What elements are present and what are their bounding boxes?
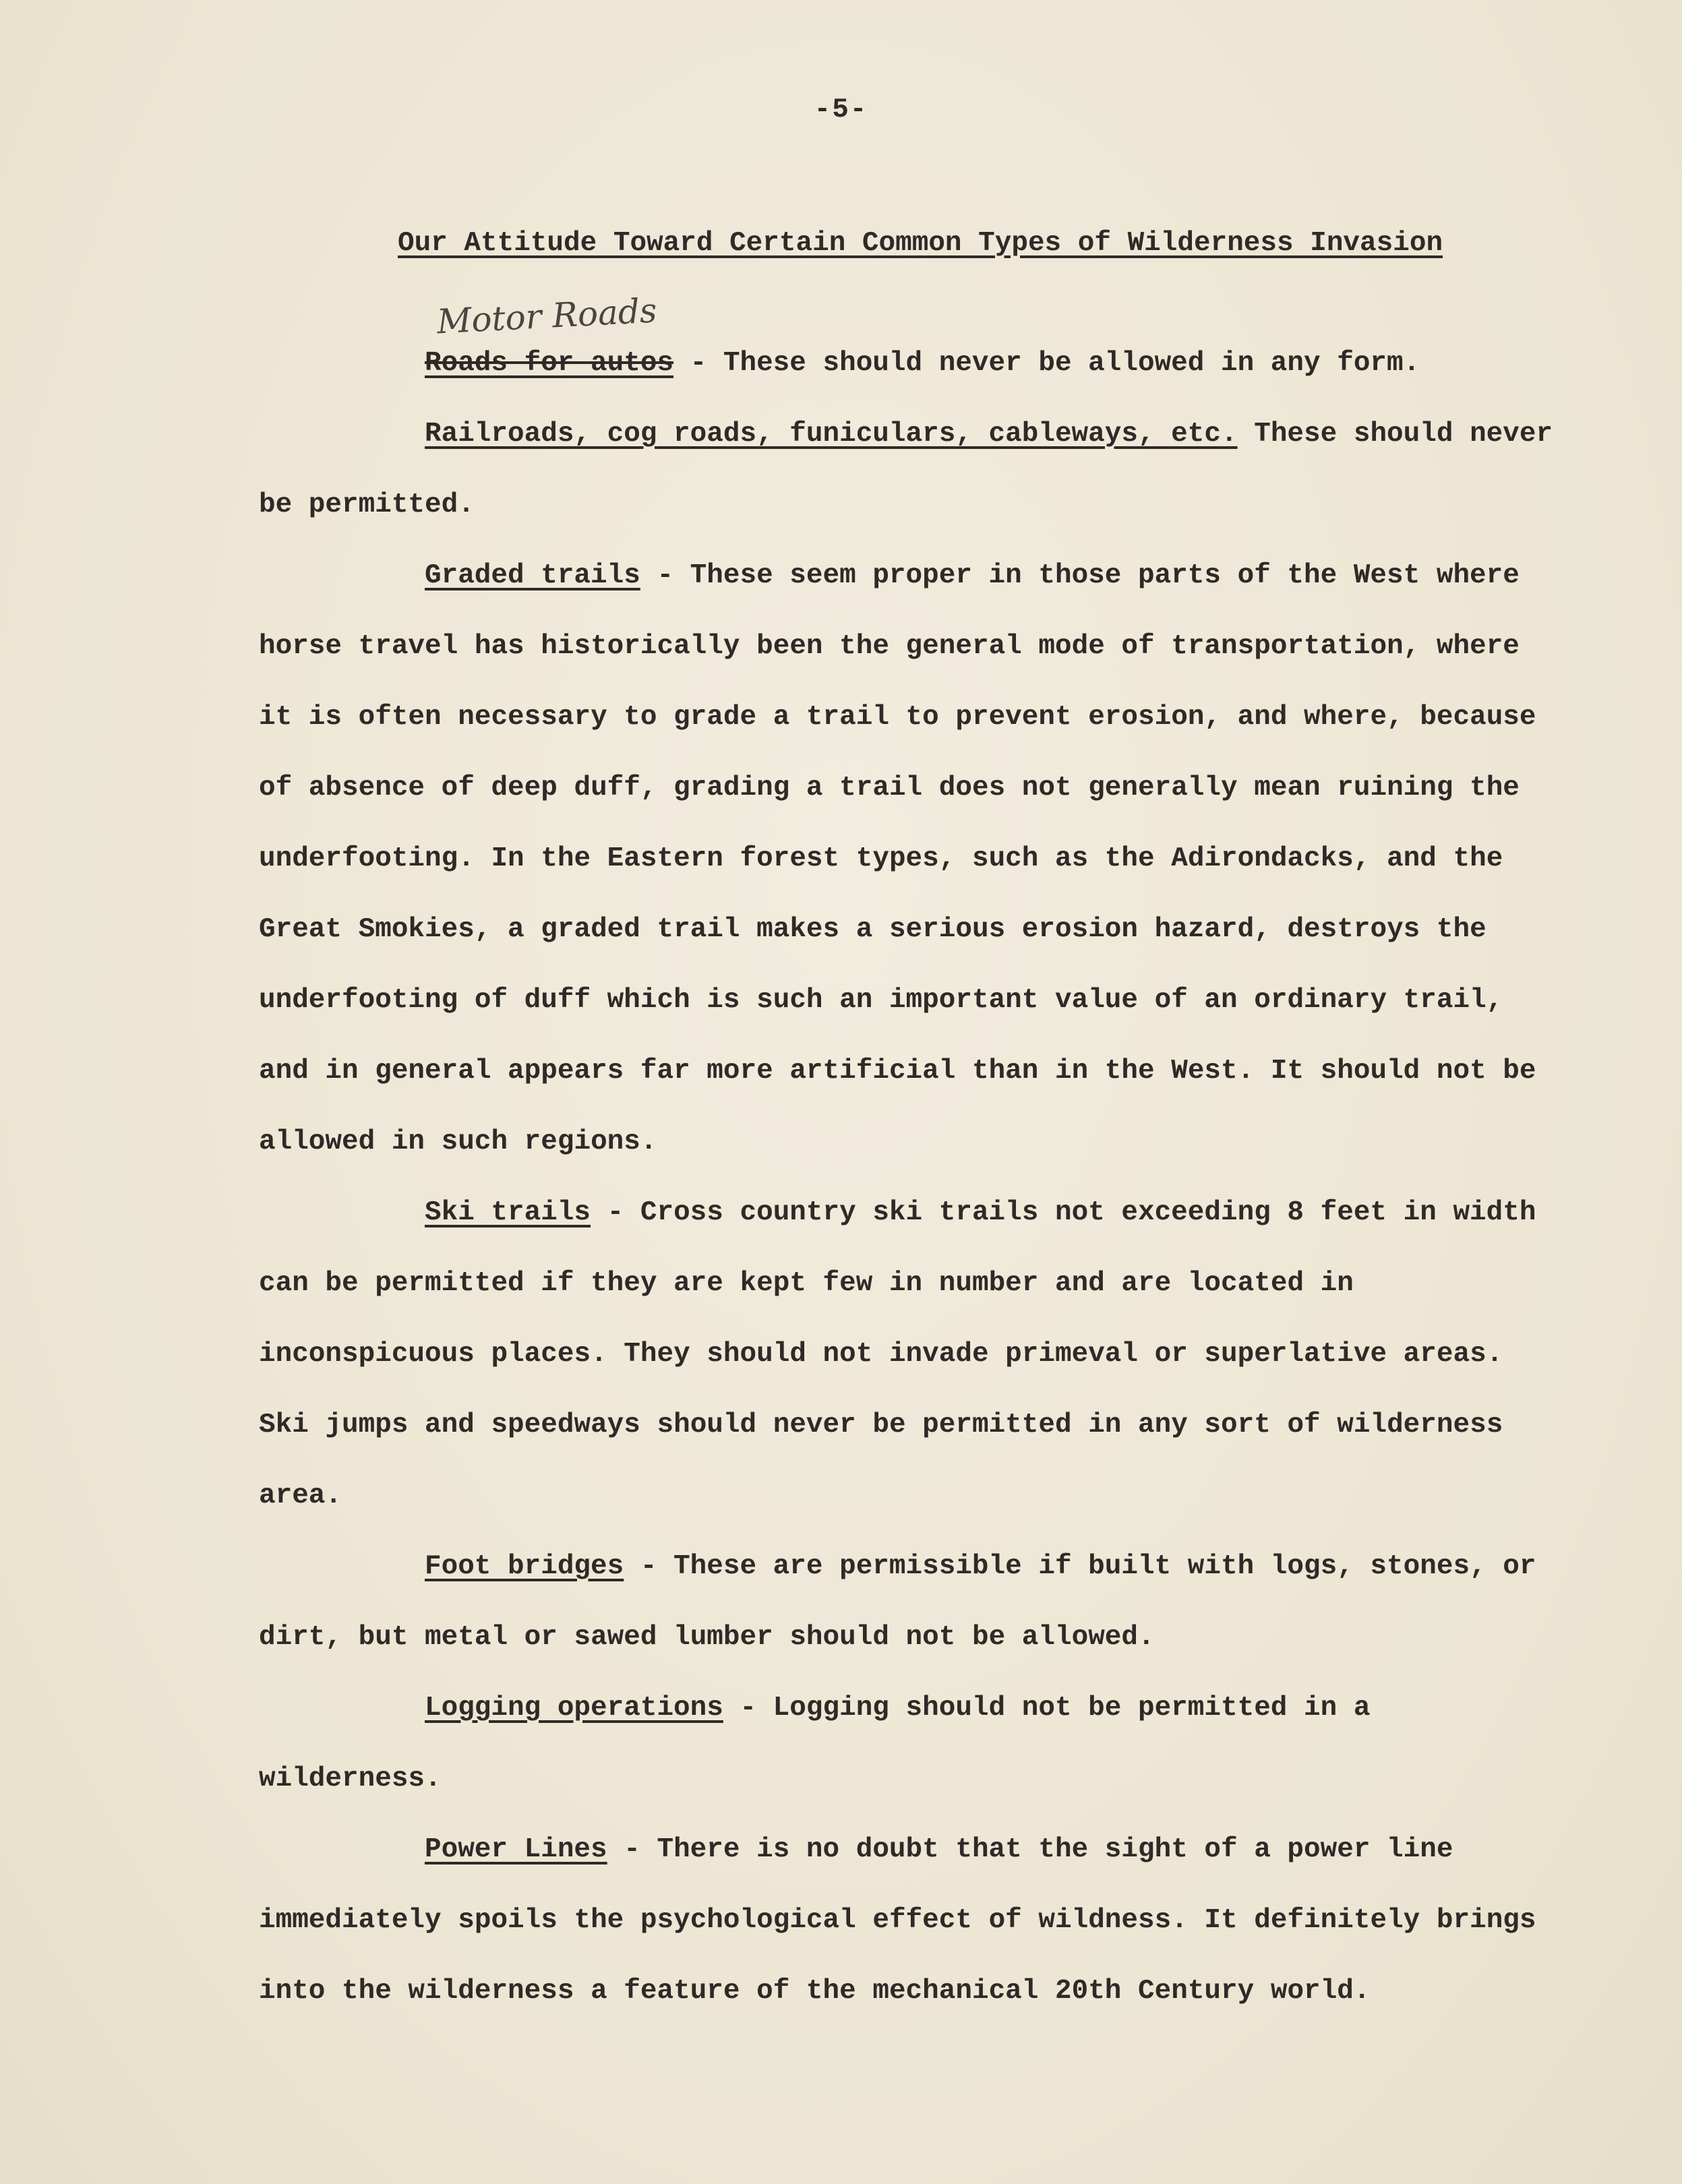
document-title: Our Attitude Toward Certain Common Types of Wilderness Invasion	[398, 228, 1443, 259]
paragraph-heading: Roads for autos	[425, 348, 674, 379]
paragraph-railroads	[259, 399, 1553, 541]
paragraph-heading: Logging operations	[425, 1693, 723, 1724]
paragraph-ski-trails	[259, 1178, 1553, 1531]
paragraph-roads	[259, 328, 1553, 399]
paragraph-graded-trails	[259, 541, 1553, 1178]
paragraph-text: - There is no doubt that the sight of a power line immediately spoils the psychological effect of wildness. It definitely brings into the wilderness a feature of the mechanical 20th Century world.	[259, 1834, 1536, 2007]
paragraph-text: - Logging should not be permitted in a wilderness.	[259, 1693, 1371, 1794]
handwritten-annotation: Motor Roads	[435, 291, 658, 342]
page-number: -5-	[814, 94, 868, 125]
paragraph-text: These should never be permitted.	[259, 419, 1553, 520]
paragraph-power-lines	[259, 1815, 1553, 2027]
paragraph-heading: Foot bridges	[425, 1551, 624, 1582]
paragraph-logging	[259, 1673, 1553, 1815]
paragraph-heading: Railroads, cog roads, funiculars, cableways, etc.	[425, 419, 1238, 450]
paragraph-heading: Power Lines	[425, 1834, 607, 1865]
paragraph-text: - These are permissible if built with logs, stones, or dirt, but metal or sawed lumber should not be allowed.	[259, 1551, 1536, 1653]
paragraph-foot-bridges	[259, 1531, 1553, 1673]
paragraph-text: - Cross country ski trails not exceeding 8 feet in width can be permitted if they are kept few in number and are located in inconspicuous places. They should not invade primeval or superlative areas. Ski jumps and speedways should never be permitted in any sort of wilderness area.	[259, 1197, 1536, 1511]
document-body	[259, 328, 1553, 2027]
paragraph-heading: Ski trails	[425, 1197, 591, 1228]
paragraph-heading: Graded trails	[425, 560, 640, 591]
paragraph-text: - These seem proper in those parts of the West where horse travel has historically been the general mode of transportation, where it is often necessary to grade a trail to prevent erosion, and where, because of absence of deep duff, grading a trail does not generally mean ruining the underfooting. In the Eastern forest types, such as the Adirondacks, and the Great Smokies, a graded trail makes a serious erosion hazard, destroys the underfooting of duff which is such an important value of an ordinary trail, and in general appears far more artificial than in the West. It should not be allowed in such regions.	[259, 560, 1536, 1157]
paragraph-text: - These should never be allowed in any form.	[673, 348, 1420, 379]
